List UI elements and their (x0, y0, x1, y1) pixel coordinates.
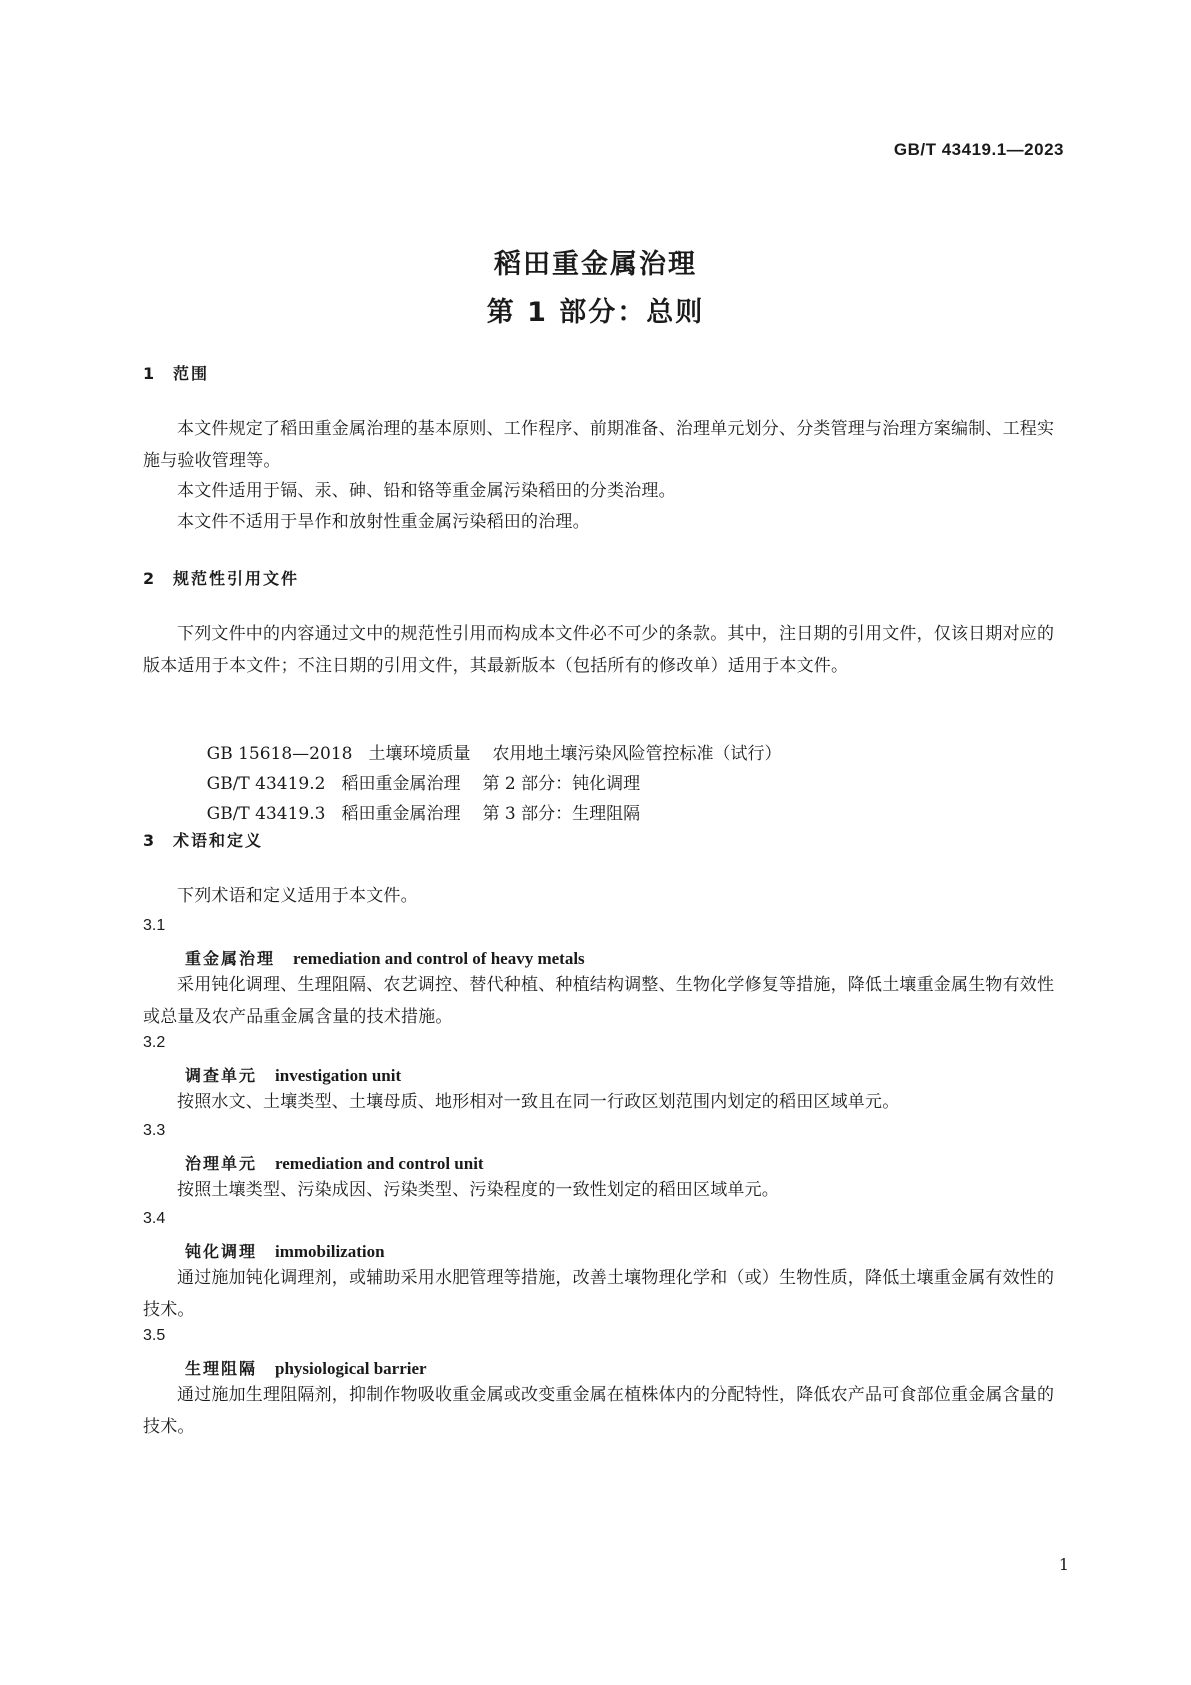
section-title: 术语和定义 (173, 831, 264, 850)
document-title: 稻田重金属治理 (494, 249, 697, 280)
section-title: 规范性引用文件 (173, 569, 300, 588)
term-english: remediation and control of heavy metals (293, 949, 585, 968)
term-chinese: 生理阻隔 (185, 1359, 258, 1378)
page-number: 1 (1058, 1555, 1069, 1574)
term-english: investigation unit (275, 1066, 402, 1085)
paragraph: 本文件不适用于旱作和放射性重金属污染稻田的治理。 (177, 512, 590, 532)
term-definition: 按照水文、土壤类型、土壤母质、地形相对一致且在同一行政区划范围内划定的稻田区域单元。 (177, 1092, 900, 1112)
term-english: remediation and control unit (275, 1154, 484, 1173)
term-definition: 通过施加钝化调理剂，或辅助采用水肥管理等措施，改善土壤物理化学和（或）生物性质，降低土壤重金属有效性的技术。 (143, 1268, 1055, 1320)
paragraph: 本文件规定了稻田重金属治理的基本原则、工作程序、前期准备、治理单元划分、分类管理与治理方案编制、工程实施与验收管理等。 (143, 419, 1055, 471)
paragraph: 下列术语和定义适用于本文件。 (177, 886, 418, 906)
section-title: 范围 (173, 364, 210, 383)
term-definition: 通过施加生理阻隔剂，抑制作物吸收重金属或改变重金属在植株体内的分配特性，降低农产品可食部位重金属含量的技术。 (143, 1385, 1055, 1437)
clause-number: 3.2 (143, 1034, 166, 1051)
reference-code: GB/T 43419.2 (206, 774, 326, 794)
section-heading-scope (143, 361, 209, 384)
section-number: 3 (143, 831, 157, 850)
reference-subtitle: 第 3 部分：生理阻隔 (482, 804, 641, 824)
term-english: immobilization (275, 1242, 385, 1261)
reference-code: GB/T 43419.3 (206, 804, 326, 824)
document-subtitle: 第 1 部分：总则 (486, 297, 705, 328)
reference-subtitle: 第 2 部分：钝化调理 (482, 774, 641, 794)
section-number: 1 (143, 364, 157, 383)
section-number: 2 (143, 569, 157, 588)
term-chinese: 钝化调理 (185, 1242, 258, 1261)
reference-title: 稻田重金属治理 (341, 774, 461, 794)
clause-number: 3.3 (143, 1122, 166, 1139)
clause-number: 3.1 (143, 917, 166, 934)
reference-title: 稻田重金属治理 (341, 804, 461, 824)
reference-code: GB 15618—2018 (206, 744, 353, 764)
term-heading (185, 1356, 427, 1379)
term-chinese: 治理单元 (185, 1154, 258, 1173)
term-heading (185, 1151, 484, 1174)
term-chinese: 调查单元 (185, 1066, 258, 1085)
term-heading (185, 1063, 401, 1086)
paragraph: 本文件适用于镉、汞、砷、铅和铬等重金属污染稻田的分类治理。 (177, 481, 676, 501)
term-chinese: 重金属治理 (185, 949, 276, 968)
term-heading (185, 946, 585, 969)
section-heading-terms-definitions (143, 828, 263, 851)
term-definition: 采用钝化调理、生理阻隔、农艺调控、替代种植、种植结构调整、生物化学修复等措施，降低土壤重金属生物有效性或总量及农产品重金属含量的技术措施。 (143, 975, 1055, 1027)
reference-title: 土壤环境质量 (368, 744, 471, 764)
clause-number: 3.4 (143, 1210, 166, 1227)
standard-code: GB/T 43419.1—2023 (893, 140, 1064, 159)
term-heading (185, 1239, 385, 1262)
clause-number: 3.5 (143, 1327, 166, 1344)
section-heading-normative-references (143, 566, 299, 589)
term-definition: 按照土壤类型、污染成因、污染类型、污染程度的一致性划定的稻田区域单元。 (177, 1180, 779, 1200)
paragraph: 下列文件中的内容通过文中的规范性引用而构成本文件必不可少的条款。其中，注日期的引用文件，仅该日期对应的版本适用于本文件；不注日期的引用文件，其最新版本（包括所有的修改单）适用于本文件。 (143, 624, 1055, 676)
reference-subtitle: 农用地土壤污染风险管控标准（试行） (492, 744, 782, 764)
term-english: physiological barrier (275, 1359, 427, 1378)
